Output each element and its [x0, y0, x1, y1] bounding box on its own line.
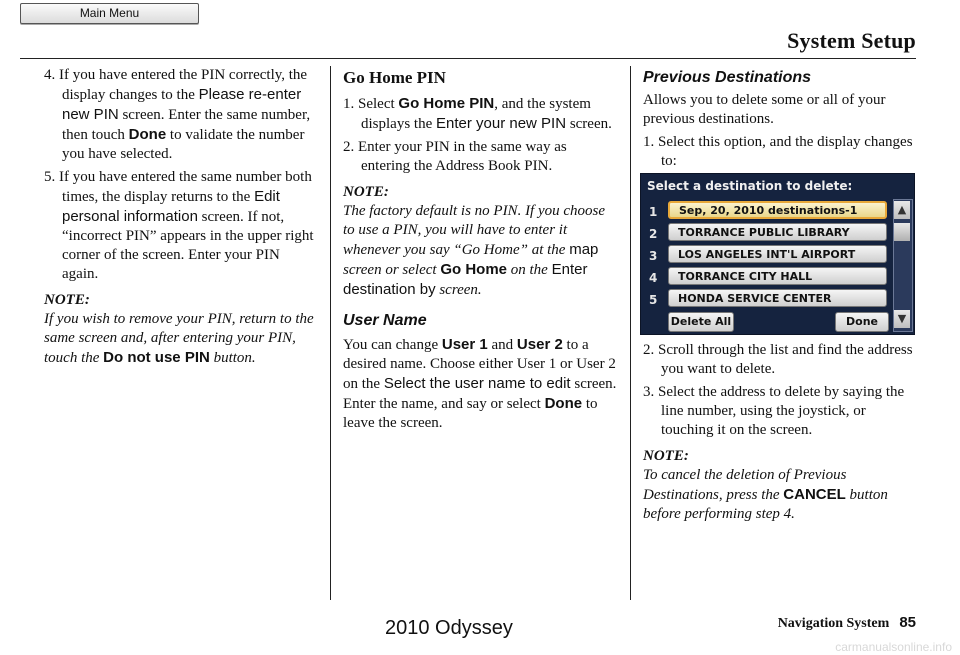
- step-2: 2. Scroll through the list and find the address you want to delete.: [643, 342, 913, 377]
- row-number: 5: [649, 293, 658, 307]
- step-5: 5. If you have entered the same number both times, the display returns to the Edit personal information screen. If not, “incorrect PIN” appears in the upper right corner of the screen. Enter your PIN again.: [44, 169, 314, 282]
- page-title: System Setup: [787, 28, 916, 53]
- intro-text: Allows you to delete some or all of your previous destinations.: [643, 92, 886, 127]
- column-1: [44, 66, 319, 368]
- nav-screen-previous-destinations: [640, 173, 915, 335]
- user-name-text: You can change User 1 and User 2 to a desired name. Choose either User 1 or User 2 on the Select the user name to edit screen. Enter the name, and say or select Done to leave the screen.: [343, 336, 617, 431]
- done-button[interactable]: Done: [835, 312, 889, 332]
- destination-row[interactable]: LOS ANGELES INT'L AIRPORT: [668, 245, 887, 263]
- header-divider: [20, 58, 916, 59]
- scrollbar-thumb[interactable]: [894, 223, 910, 241]
- row-number: 1: [649, 205, 658, 219]
- column-3-continued: [643, 341, 919, 524]
- note-text: The factory default is no PIN. If you choose to use a PIN, you will have to enter it whenever you say “Go Home” at the map screen or select Go Home on the Enter destination by screen.: [343, 203, 606, 298]
- step-1: 1. Select Go Home PIN, and the system displays the Enter your new PIN screen.: [343, 95, 612, 132]
- note-heading: NOTE:: [343, 184, 389, 200]
- scroll-down-arrow-icon[interactable]: ▼: [894, 310, 910, 328]
- delete-all-button[interactable]: Delete All: [668, 312, 734, 332]
- step-1: 1. Select this option, and the display changes to:: [643, 134, 913, 169]
- destination-row[interactable]: HONDA SERVICE CENTER: [668, 289, 887, 307]
- scroll-up-arrow-icon[interactable]: ▲: [894, 201, 910, 219]
- footer: [778, 614, 916, 632]
- column-2: [343, 68, 619, 433]
- row-number: 3: [649, 249, 658, 263]
- destination-row[interactable]: Sep, 20, 2010 destinations-1: [668, 201, 887, 219]
- step-3: 3. Select the address to delete by saying the line number, using the joystick, or touching it on the screen.: [643, 384, 905, 438]
- row-number: 4: [649, 271, 658, 285]
- step-4: 4. If you have entered the PIN correctly, the display changes to the Please re-enter new PIN screen. Enter the same number, then touch Done to validate the number you have selected.: [44, 67, 311, 162]
- note-text: To cancel the deletion of Previous Destinations, press the CANCEL button before performing step 4.: [643, 467, 888, 522]
- section-heading-user-name: User Name: [343, 312, 427, 329]
- note-heading: NOTE:: [44, 292, 90, 308]
- section-heading-previous-destinations: Previous Destinations: [643, 69, 812, 86]
- note-text: If you wish to remove your PIN, return to the same screen and, after entering your PIN, touch the Do not use PIN button.: [44, 311, 314, 366]
- watermark: carmanualsonline.info: [835, 640, 952, 654]
- row-number: 2: [649, 227, 658, 241]
- column-3: [643, 68, 919, 171]
- destination-row[interactable]: TORRANCE CITY HALL: [668, 267, 887, 285]
- footer-model: 2010 Odyssey: [385, 617, 513, 639]
- section-heading-go-home-pin: Go Home PIN: [343, 68, 446, 87]
- footer-nav-system: Navigation System: [777, 616, 890, 631]
- destination-row[interactable]: TORRANCE PUBLIC LIBRARY: [668, 223, 887, 241]
- column-divider: [330, 66, 331, 600]
- column-divider: [630, 66, 631, 600]
- button-ref-done: Done: [128, 126, 167, 143]
- nav-screen-title: Select a destination to delete:: [647, 179, 853, 193]
- main-menu-button[interactable]: Main Menu: [20, 3, 199, 24]
- step-2: 2. Enter your PIN in the same way as entering the Address Book PIN.: [343, 139, 567, 174]
- page-number: 85: [899, 614, 916, 631]
- note-heading: NOTE:: [643, 448, 689, 464]
- screen-name: Edit personal information: [62, 188, 280, 225]
- screen-name: Please re-enter new PIN: [62, 86, 302, 123]
